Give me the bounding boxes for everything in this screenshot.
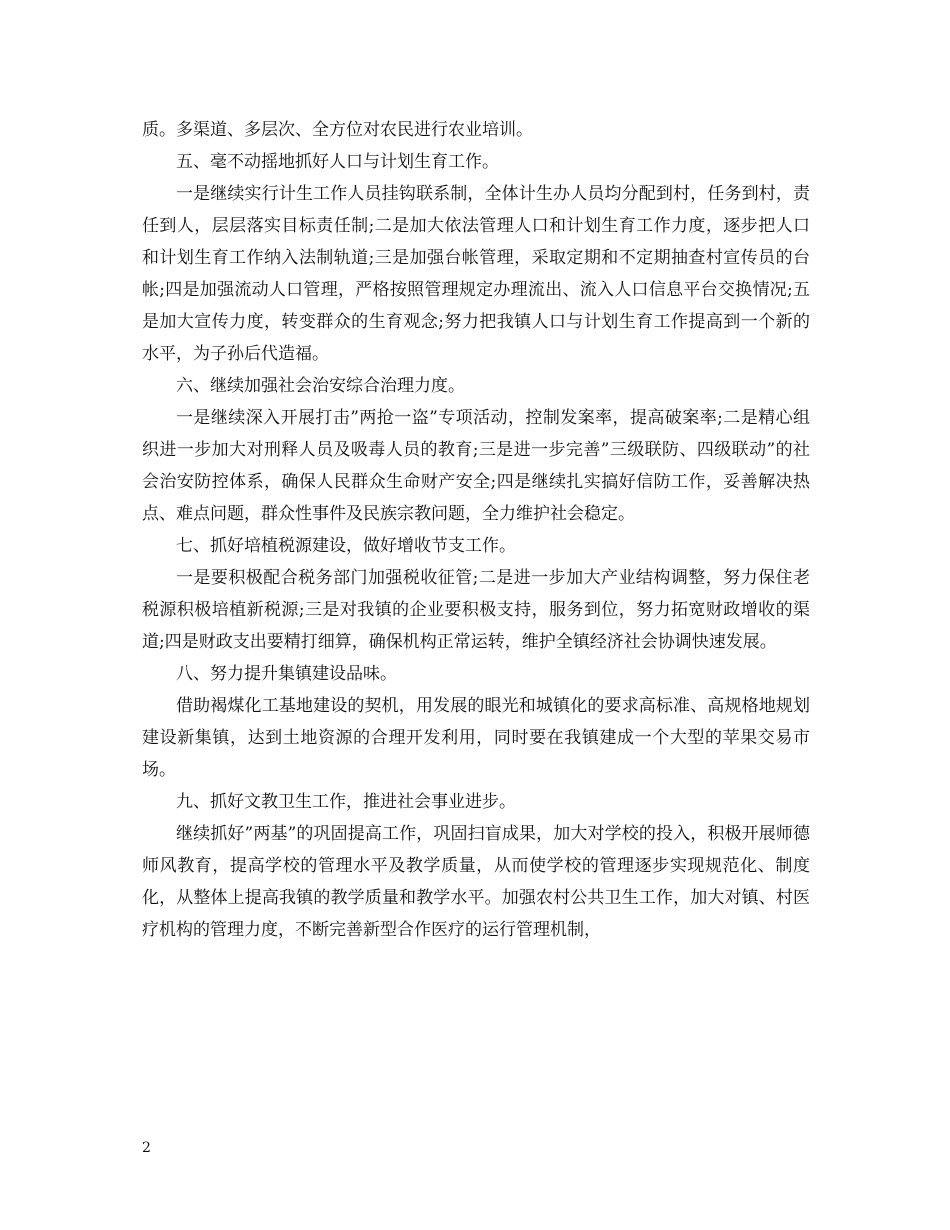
section-heading-8: 八、努力提升集镇建设品味。: [176, 664, 397, 684]
section-heading-6: 六、继续加强社会治安综合治理力度。: [176, 376, 465, 396]
document-body: [142, 114, 810, 946]
section-heading-9: 九、抓好文教卫生工作，推进社会事业进步。: [176, 792, 516, 812]
page-number: 2: [142, 1140, 151, 1156]
paragraph-education-health: 继续抓好”两基”的巩固提高工作，巩固扫盲成果，加大对学校的投入，积极开展师德师风教育，提高学校的管理水平及教学质量，从而使学校的管理逐步实现规范化、制度化，从整体上提高我镇的教学质量和教学水平。加强农村公共卫生工作，加大对镇、村医疗机构的管理力度，不断完善新型合作医疗的运行管理机制，: [142, 824, 810, 940]
section-heading-7: 七、抓好培植税源建设，做好增收节支工作。: [176, 536, 516, 556]
paragraph-town-construction: 借助褐煤化工基地建设的契机，用发展的眼光和城镇化的要求高标准、高规格地规划建设新集镇，达到土地资源的合理开发利用，同时要在我镇建成一个大型的苹果交易市场。: [142, 696, 810, 780]
paragraph-continuation: 质。多渠道、多层次、全方位对农民进行农业培训。: [142, 120, 533, 140]
paragraph-tax: 一是要积极配合税务部门加强税收征管;二是进一步加大产业结构调整，努力保住老税源积极培植新税源;三是对我镇的企业要积极支持，服务到位，努力拓宽财政增收的渠道;四是财政支出要精打细算，确保机构正常运转，维护全镇经济社会协调快速发展。: [142, 568, 810, 652]
paragraph-public-security: 一是继续深入开展打击”两抢一盗”专项活动，控制发案率，提高破案率;二是精心组织进一步加大对刑释人员及吸毒人员的教育;三是进一步完善”三级联防、四级联动”的社会治安防控体系，确保人民群众生命财产安全;四是继续扎实搞好信防工作，妥善解决热点、难点问题，群众性事件及民族宗教问题，全力维护社会稳定。: [142, 408, 810, 524]
section-heading-5: 五、毫不动摇地抓好人口与计划生育工作。: [176, 152, 499, 172]
paragraph-population: 一是继续实行计生工作人员挂钩联系制，全体计生办人员均分配到村，任务到村，责任到人，层层落实目标责任制;二是加大依法管理人口和计划生育工作力度，逐步把人口和计划生育工作纳入法制轨道;三是加强台帐管理，采取定期和不定期抽查村宣传员的台帐;四是加强流动人口管理，严格按照管理规定办理流出、流入人口信息平台交换情况;五是加大宣传力度，转变群众的生育观念;努力把我镇人口与计划生育工作提高到一个新的水平，为子孙后代造福。: [142, 184, 810, 364]
